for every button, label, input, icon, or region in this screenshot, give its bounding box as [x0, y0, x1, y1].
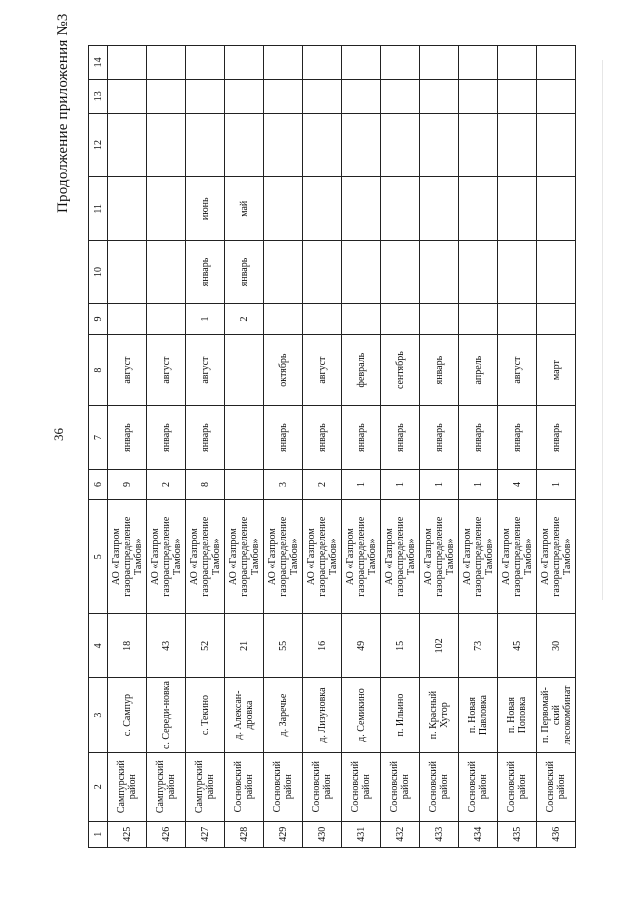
start-month-cell: [108, 241, 147, 304]
column-header: 12: [89, 113, 108, 177]
start-month-cell: [537, 241, 576, 304]
end-month-cell: [342, 177, 381, 241]
settlement-cell: п. Красный Хутор: [420, 678, 459, 753]
households-count-cell: 43: [147, 614, 186, 678]
end-month-cell: июнь: [186, 177, 225, 241]
row-number-cell: 429: [264, 821, 303, 847]
start-month-cell: январь: [264, 406, 303, 470]
row-number-cell: 433: [420, 821, 459, 847]
start-month-cell: январь: [342, 406, 381, 470]
start-month-cell: январь: [498, 406, 537, 470]
district-cell: Сосновский район: [225, 752, 264, 821]
end-month-cell: [498, 177, 537, 241]
count-cell: 1: [186, 303, 225, 334]
settlement-cell: п. Ильино: [381, 678, 420, 753]
row-number-cell: 434: [459, 821, 498, 847]
households-count-cell: 30: [537, 614, 576, 678]
row-number-cell: 426: [147, 821, 186, 847]
district-cell: Сампурский район: [186, 752, 225, 821]
organization-cell: АО «Газпром газораспределение Тамбов»: [537, 500, 576, 614]
start-month-cell: [498, 241, 537, 304]
start-month-cell: январь: [108, 406, 147, 470]
count-cell: 8: [186, 469, 225, 499]
empty-cell: [186, 113, 225, 177]
column-header: 9: [89, 303, 108, 334]
row-number-cell: 430: [303, 821, 342, 847]
count-cell: [537, 303, 576, 334]
settlement-cell: д. Лизуновка: [303, 678, 342, 753]
empty-cell: [264, 46, 303, 80]
organization-cell: АО «Газпром газораспределение Тамбов»: [381, 500, 420, 614]
empty-cell: [108, 79, 147, 113]
table-row: [108, 46, 147, 848]
count-cell: 3: [264, 469, 303, 499]
count-cell: 1: [459, 469, 498, 499]
end-month-cell: [420, 177, 459, 241]
empty-cell: [381, 113, 420, 177]
settlement-cell: д. Семикино: [342, 678, 381, 753]
district-cell: Сампурский район: [147, 752, 186, 821]
settlement-cell: с. Сампур: [108, 678, 147, 753]
empty-cell: [225, 113, 264, 177]
end-month-cell: апрель: [459, 335, 498, 406]
end-month-cell: [537, 177, 576, 241]
count-cell: [264, 303, 303, 334]
table-row: [147, 46, 186, 848]
end-month-cell: август: [303, 335, 342, 406]
start-month-cell: [225, 406, 264, 470]
households-count-cell: 49: [342, 614, 381, 678]
empty-cell: [186, 46, 225, 80]
organization-cell: АО «Газпром газораспределение Тамбов»: [303, 500, 342, 614]
end-month-cell: [225, 335, 264, 406]
district-cell: Сампурский район: [108, 752, 147, 821]
empty-cell: [537, 113, 576, 177]
start-month-cell: [147, 241, 186, 304]
column-header: 3: [89, 678, 108, 753]
empty-cell: [381, 46, 420, 80]
appendix-continuation-title: Продолжение приложения №3: [55, 13, 71, 213]
end-month-cell: [147, 177, 186, 241]
end-month-cell: январь: [420, 335, 459, 406]
start-month-cell: [342, 241, 381, 304]
table-row: [381, 46, 420, 848]
row-number-cell: 435: [498, 821, 537, 847]
end-month-cell: [303, 177, 342, 241]
empty-cell: [225, 46, 264, 80]
empty-cell: [225, 79, 264, 113]
column-header: 14: [89, 46, 108, 80]
table-body: [108, 46, 576, 848]
start-month-cell: январь: [459, 406, 498, 470]
end-month-cell: май: [225, 177, 264, 241]
start-month-cell: январь: [381, 406, 420, 470]
empty-cell: [498, 113, 537, 177]
start-month-cell: [459, 241, 498, 304]
row-number-cell: 428: [225, 821, 264, 847]
empty-cell: [342, 113, 381, 177]
empty-cell: [342, 46, 381, 80]
column-header: 8: [89, 335, 108, 406]
households-count-cell: 102: [420, 614, 459, 678]
empty-cell: [186, 79, 225, 113]
settlement-cell: д. Заречье: [264, 678, 303, 753]
row-number-cell: 427: [186, 821, 225, 847]
settlement-cell: с. Текино: [186, 678, 225, 753]
organization-cell: АО «Газпром газораспределение Тамбов»: [342, 500, 381, 614]
empty-cell: [147, 46, 186, 80]
start-month-cell: январь: [537, 406, 576, 470]
empty-cell: [303, 79, 342, 113]
count-cell: 9: [108, 469, 147, 499]
district-cell: Сосновский район: [264, 752, 303, 821]
empty-cell: [342, 79, 381, 113]
organization-cell: АО «Газпром газораспределение Тамбов»: [225, 500, 264, 614]
district-cell: Сосновский район: [498, 752, 537, 821]
end-month-cell: август: [186, 335, 225, 406]
start-month-cell: [381, 241, 420, 304]
start-month-cell: [264, 241, 303, 304]
empty-cell: [420, 46, 459, 80]
households-count-cell: 15: [381, 614, 420, 678]
end-month-cell: [108, 177, 147, 241]
households-count-cell: 21: [225, 614, 264, 678]
organization-cell: АО «Газпром газораспределение Тамбов»: [147, 500, 186, 614]
column-header: 6: [89, 469, 108, 499]
end-month-cell: [459, 177, 498, 241]
organization-cell: АО «Газпром газораспределение Тамбов»: [264, 500, 303, 614]
end-month-cell: август: [498, 335, 537, 406]
settlement-cell: п. Новая Поповка: [498, 678, 537, 753]
households-count-cell: 52: [186, 614, 225, 678]
start-month-cell: январь: [147, 406, 186, 470]
households-count-cell: 16: [303, 614, 342, 678]
table-row: [498, 46, 537, 848]
empty-cell: [537, 79, 576, 113]
households-count-cell: 73: [459, 614, 498, 678]
start-month-cell: январь: [303, 406, 342, 470]
count-cell: [459, 303, 498, 334]
count-cell: 2: [225, 303, 264, 334]
empty-cell: [459, 79, 498, 113]
empty-cell: [498, 79, 537, 113]
table-row: [264, 46, 303, 848]
end-month-cell: [381, 177, 420, 241]
end-month-cell: октябрь: [264, 335, 303, 406]
organization-cell: АО «Газпром газораспределение Тамбов»: [498, 500, 537, 614]
column-header: 5: [89, 500, 108, 614]
end-month-cell: февраль: [342, 335, 381, 406]
scan-edge-line: [602, 60, 603, 600]
start-month-cell: январь: [186, 406, 225, 470]
count-cell: [147, 303, 186, 334]
empty-cell: [264, 79, 303, 113]
table-row: [342, 46, 381, 848]
count-cell: [303, 303, 342, 334]
empty-cell: [420, 79, 459, 113]
start-month-cell: [303, 241, 342, 304]
count-cell: [381, 303, 420, 334]
households-count-cell: 55: [264, 614, 303, 678]
empty-cell: [498, 46, 537, 80]
organization-cell: АО «Газпром газораспределение Тамбов»: [108, 500, 147, 614]
empty-cell: [147, 113, 186, 177]
end-month-cell: август: [108, 335, 147, 406]
count-cell: 4: [498, 469, 537, 499]
table-row: [225, 46, 264, 848]
end-month-cell: март: [537, 335, 576, 406]
count-cell: [420, 303, 459, 334]
district-cell: Сосновский район: [303, 752, 342, 821]
column-header: 11: [89, 177, 108, 241]
district-cell: Сосновский район: [537, 752, 576, 821]
settlement-cell: д. Алексан-дровка: [225, 678, 264, 753]
count-cell: 2: [303, 469, 342, 499]
settlement-cell: с. Середи-новка: [147, 678, 186, 753]
start-month-cell: январь: [186, 241, 225, 304]
empty-cell: [303, 46, 342, 80]
count-cell: [498, 303, 537, 334]
count-cell: 1: [420, 469, 459, 499]
district-cell: Сосновский район: [342, 752, 381, 821]
empty-cell: [147, 79, 186, 113]
households-count-cell: 18: [108, 614, 147, 678]
count-cell: 2: [147, 469, 186, 499]
column-header: 10: [89, 241, 108, 304]
table-row: [459, 46, 498, 848]
district-cell: Сосновский район: [459, 752, 498, 821]
district-cell: Сосновский район: [420, 752, 459, 821]
settlement-cell: п. Первомай-ский лесокомбинат: [537, 678, 576, 753]
empty-cell: [108, 113, 147, 177]
count-cell: 1: [537, 469, 576, 499]
end-month-cell: сентябрь: [381, 335, 420, 406]
column-header: 1: [89, 821, 108, 847]
table-row: [537, 46, 576, 848]
empty-cell: [264, 113, 303, 177]
start-month-cell: [420, 241, 459, 304]
empty-cell: [303, 113, 342, 177]
column-header: 13: [89, 79, 108, 113]
empty-cell: [459, 113, 498, 177]
count-cell: [225, 469, 264, 499]
column-header: 4: [89, 614, 108, 678]
households-count-cell: 45: [498, 614, 537, 678]
empty-cell: [420, 113, 459, 177]
count-cell: [108, 303, 147, 334]
row-number-cell: 425: [108, 821, 147, 847]
organization-cell: АО «Газпром газораспределение Тамбов»: [420, 500, 459, 614]
table-row: [303, 46, 342, 848]
count-cell: 1: [342, 469, 381, 499]
table-header-row: [89, 46, 108, 848]
count-cell: [342, 303, 381, 334]
column-header: 7: [89, 406, 108, 470]
start-month-cell: январь: [225, 241, 264, 304]
table-row: [420, 46, 459, 848]
row-number-cell: 431: [342, 821, 381, 847]
row-number-cell: 432: [381, 821, 420, 847]
district-cell: Сосновский район: [381, 752, 420, 821]
page-number: 36: [51, 428, 66, 441]
count-cell: 1: [381, 469, 420, 499]
end-month-cell: [264, 177, 303, 241]
end-month-cell: август: [147, 335, 186, 406]
organization-cell: АО «Газпром газораспределение Тамбов»: [186, 500, 225, 614]
rotated-table-container: [88, 45, 573, 848]
table-row: [186, 46, 225, 848]
settlement-cell: п. Новая Павловка: [459, 678, 498, 753]
column-header: 2: [89, 752, 108, 821]
empty-cell: [537, 46, 576, 80]
empty-cell: [381, 79, 420, 113]
start-month-cell: январь: [420, 406, 459, 470]
row-number-cell: 436: [537, 821, 576, 847]
organization-cell: АО «Газпром газораспределение Тамбов»: [459, 500, 498, 614]
empty-cell: [459, 46, 498, 80]
empty-cell: [108, 46, 147, 80]
gasification-schedule-table: [88, 45, 576, 848]
